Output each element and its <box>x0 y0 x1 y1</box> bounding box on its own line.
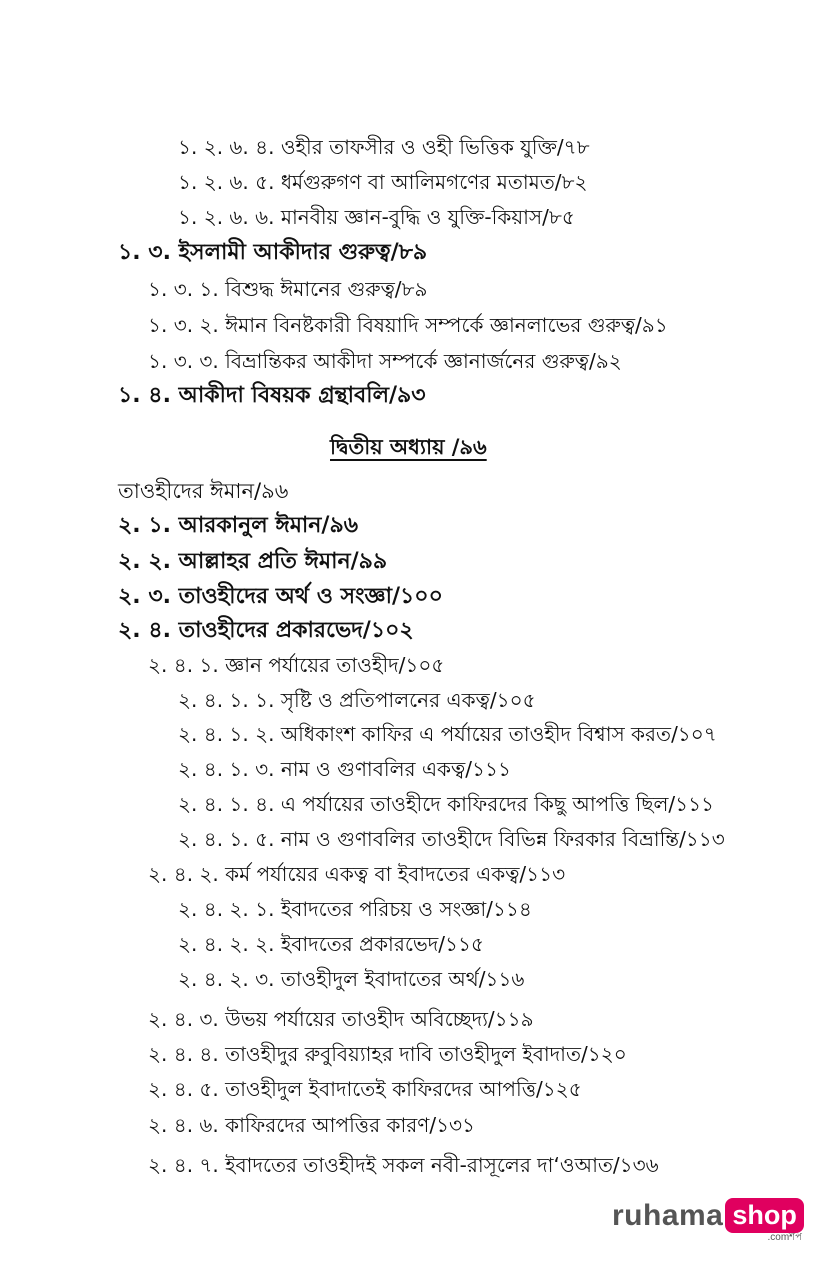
ruhamashop-logo <box>612 1198 804 1242</box>
logo-text-ruhama: ruhama <box>612 1199 724 1232</box>
toc-entry: ১. ৩. ২. ঈমান বিনষ্টকারী বিষয়াদি সম্পর্কে জ্ঞানলাভের গুরুত্ব/৯১ <box>148 313 668 337</box>
toc-entry: ২. ৪. তাওহীদের প্রকারভেদ/১০২ <box>118 618 414 643</box>
toc-entry: ২. ৪. ১. ৪. এ পর্যায়ের তাওহীদে কাফিরদের কিছু আপত্তি ছিল/১১১ <box>178 792 715 816</box>
toc-entry: ২. ৪. ১. জ্ঞান পর্যায়ের তাওহীদ/১০৫ <box>148 653 445 677</box>
toc-entry: ২. ৪. ৪. তাওহীদুর রুবুবিয়্যাহর দাবি তাওহীদুল ইবাদাত/১২০ <box>148 1042 627 1066</box>
toc-entry: ১. ২. ৬. ৪. ওহীর তাফসীর ও ওহী ভিত্তিক যুক্তি/৭৮ <box>178 135 590 159</box>
toc-entry: ১. ৩. ৩. বিভ্রান্তিকর আকীদা সম্পর্কে জ্ঞানার্জনের গুরুত্ব/৯২ <box>148 349 622 373</box>
toc-entry: ১. ৩. ১. বিশুদ্ধ ঈমানের গুরুত্ব/৮৯ <box>148 277 428 301</box>
toc-entry: ২. ৪. ৭. ইবাদতের তাওহীদই সকল নবী-রাসূলের দা‘ওআত/১৩৬ <box>148 1153 659 1177</box>
toc-entry: ২. ৪. ৩. উভয় পর্যায়ের তাওহীদ অবিচ্ছেদ্য/১১৯ <box>148 1007 534 1031</box>
toc-entry: ১. ৩. ইসলামী আকীদার গুরুত্ব/৮৯ <box>118 240 428 265</box>
toc-entry: ২. ৪. ৫. তাওহীদুল ইবাদাতেই কাফিরদের আপত্তি/১২৫ <box>148 1077 582 1101</box>
toc-entry: তাওহীদের ঈমান/৯৬ <box>118 479 289 503</box>
toc-entry: ২. ৪. ২. ২. ইবাদতের প্রকারভেদ/১১৫ <box>178 932 484 956</box>
toc-entry: ২. ১. আরকানুল ঈমান/৯৬ <box>118 513 359 538</box>
logo-text-shop: shop <box>725 1198 804 1233</box>
toc-entry: ২. ৪. ১. ২. অধিকাংশ কাফির এ পর্যায়ের তাওহীদ বিশ্বাস করত/১০৭ <box>178 722 717 746</box>
toc-entry: ২. ৪. ২. ৩. তাওহীদুল ইবাদাতের অর্থ/১১৬ <box>178 967 525 991</box>
toc-entry: ২. ৪. ১. ১. সৃষ্টি ও প্রতিপালনের একত্ব/১০৫ <box>178 688 536 712</box>
toc-entry: ২. ৪. ১. ৩. নাম ও গুণাবলির একত্ব/১১১ <box>178 757 511 781</box>
toc-entry: ১. ৪. আকীদা বিষয়ক গ্রন্থাবলি/৯৩ <box>118 383 426 408</box>
toc-entry: ১. ২. ৬. ৬. মানবীয় জ্ঞান-বুদ্ধি ও যুক্তি-কিয়াস/৮৫ <box>178 205 575 229</box>
toc-entry: ২. ৪. ২. কর্ম পর্যায়ের একত্ব বা ইবাদতের একত্ব/১১৩ <box>148 862 566 886</box>
toc-entry: ২. ৪. ৬. কাফিরদের আপত্তির কারণ/১৩১ <box>148 1113 476 1137</box>
toc-entry: ২. ৩. তাওহীদের অর্থ ও সংজ্ঞা/১০০ <box>118 584 443 609</box>
toc-entry: ২. ৪. ২. ১. ইবাদতের পরিচয় ও সংজ্ঞা/১১৪ <box>178 897 532 921</box>
toc-entry: ২. ৪. ১. ৫. নাম ও গুণাবলির তাওহীদে বিভিন্ন ফিরকার বিভ্রান্তি/১১৩ <box>178 827 725 851</box>
toc-entry: ২. ২. আল্লাহর প্রতি ঈমান/৯৯ <box>118 549 388 574</box>
chapter-heading: দ্বিতীয় অধ্যায় /৯৬ <box>330 435 487 459</box>
logo-text-dotcom: .comশপ <box>767 1232 802 1243</box>
toc-entry: ১. ২. ৬. ৫. ধর্মগুরুগণ বা আলিমগণের মতামত/৮২ <box>178 170 588 194</box>
logo-shop-badge <box>725 1198 804 1243</box>
